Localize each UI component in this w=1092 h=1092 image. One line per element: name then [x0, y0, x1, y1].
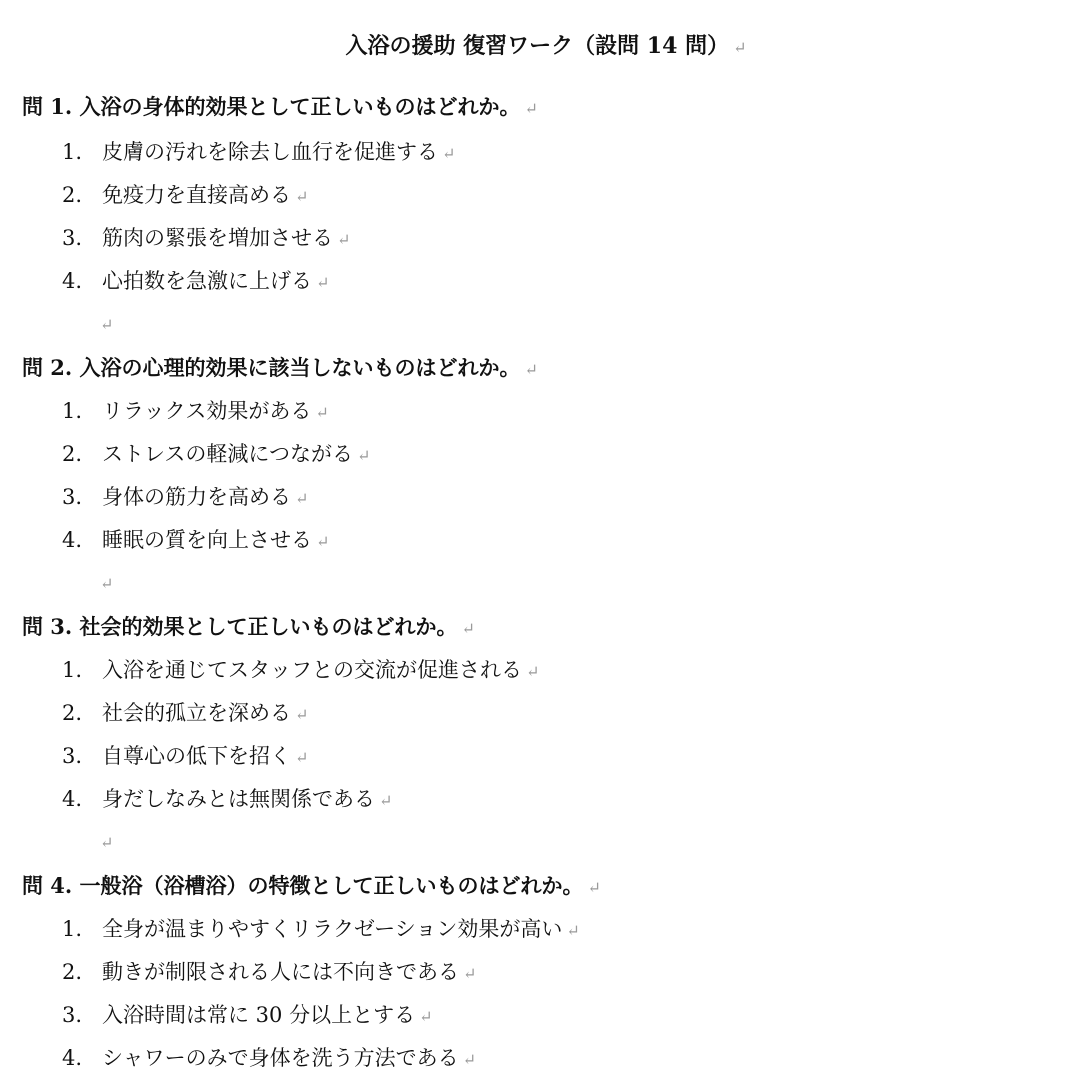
paragraph-mark-icon: ↵: [316, 273, 330, 292]
choice-text: 全身が温まりやすくリラクゼーション効果が高い: [102, 917, 563, 941]
q1-choice-2: [62, 180, 308, 212]
question-2: [22, 353, 538, 385]
q4-choice-4: [62, 1043, 476, 1075]
q4-choice-3: [62, 1000, 432, 1032]
paragraph-mark-icon: ↵: [379, 791, 393, 810]
choice-number: 2.: [62, 442, 83, 466]
q1-choice-3: [62, 223, 350, 255]
paragraph-mark-icon: ↵: [337, 230, 351, 249]
q3-choice-1: [62, 655, 539, 687]
document-title: [0, 30, 1092, 64]
choice-text: 入浴を通じてスタッフとの交流が促進される: [102, 658, 522, 682]
paragraph-mark-icon: ↵: [462, 1050, 476, 1069]
paragraph-mark-icon: ↵: [442, 144, 456, 163]
choice-number: 1.: [62, 140, 83, 164]
question-4: [22, 871, 601, 903]
choice-number: 1.: [62, 658, 83, 682]
choice-number: 4.: [62, 528, 83, 552]
question-1: [22, 92, 538, 124]
choice-number: 2.: [62, 701, 83, 725]
choice-text: 身だしなみとは無関係である: [102, 787, 375, 811]
title-text: 入浴の援助 復習ワーク（設問 14 問）: [345, 33, 730, 59]
paragraph-mark-icon: ↵: [419, 1007, 433, 1026]
choice-text: 入浴時間は常に 30 分以上とする: [102, 1003, 416, 1027]
choice-text: 動きが制限される人には不向きである: [102, 960, 459, 984]
question-label: 問 2. 入浴の心理的効果に該当しないものはどれか。: [22, 355, 521, 380]
choice-number: 3.: [62, 226, 83, 250]
paragraph-mark-icon: ↵: [566, 921, 580, 940]
paragraph-mark-icon: ↵: [524, 360, 538, 379]
choice-text: 社会的孤立を深める: [102, 701, 291, 725]
paragraph-mark-icon: ↵: [733, 38, 747, 57]
question-3: [22, 612, 475, 644]
q1-choice-1: [62, 137, 455, 169]
choice-number: 3.: [62, 1003, 83, 1027]
choice-number: 2.: [62, 960, 83, 984]
question-label: 問 3. 社会的効果として正しいものはどれか。: [22, 614, 458, 639]
paragraph-mark-icon: ↵: [295, 187, 309, 206]
choice-text: 睡眠の質を向上させる: [102, 528, 312, 552]
choice-text: リラックス効果がある: [102, 399, 312, 423]
paragraph-mark-icon: ↵: [315, 403, 329, 422]
choice-number: 3.: [62, 744, 83, 768]
choice-number: 1.: [62, 399, 83, 423]
choice-number: 4.: [62, 787, 83, 811]
paragraph-mark-icon: ↵: [295, 489, 309, 508]
question-label: 問 4. 一般浴（浴槽浴）の特徴として正しいものはどれか。: [22, 873, 584, 898]
q2-choice-4: [62, 525, 329, 557]
empty-paragraph-mark-icon: ↵: [100, 574, 114, 593]
choice-text: 皮膚の汚れを除去し血行を促進する: [102, 140, 438, 164]
paragraph-mark-icon: ↵: [461, 619, 475, 638]
q2-choice-1: [62, 396, 329, 428]
paragraph-mark-icon: ↵: [526, 662, 540, 681]
question-label: 問 1. 入浴の身体的効果として正しいものはどれか。: [22, 94, 521, 119]
q2-choice-2: [62, 439, 370, 471]
choice-number: 2.: [62, 183, 83, 207]
q2-choice-3: [62, 482, 308, 514]
choice-text: シャワーのみで身体を洗う方法である: [102, 1046, 459, 1070]
paragraph-mark-icon: ↵: [316, 532, 330, 551]
choice-number: 1.: [62, 917, 83, 941]
choice-number: 4.: [62, 269, 83, 293]
q4-choice-2: [62, 957, 476, 989]
choice-text: 自尊心の低下を招く: [102, 744, 291, 768]
choice-number: 3.: [62, 485, 83, 509]
q3-choice-4: [62, 784, 392, 816]
empty-paragraph-mark-icon: ↵: [100, 833, 114, 852]
choice-text: 筋肉の緊張を増加させる: [102, 226, 333, 250]
q4-choice-1: [62, 914, 580, 946]
paragraph-mark-icon: ↵: [356, 446, 371, 465]
paragraph-mark-icon: ↵: [587, 878, 601, 897]
q3-choice-2: [62, 698, 308, 730]
choice-number: 4.: [62, 1046, 83, 1070]
q3-choice-3: [62, 741, 308, 773]
paragraph-mark-icon: ↵: [295, 705, 309, 724]
empty-paragraph-mark-icon: ↵: [100, 315, 114, 334]
choice-text: 心拍数を急激に上げる: [102, 269, 312, 293]
choice-text: ストレスの軽減につながる: [102, 442, 353, 466]
paragraph-mark-icon: ↵: [463, 964, 477, 983]
choice-text: 免疫力を直接高める: [102, 183, 291, 207]
choice-text: 身体の筋力を高める: [102, 485, 291, 509]
paragraph-mark-icon: ↵: [295, 748, 309, 767]
q1-choice-4: [62, 266, 329, 298]
paragraph-mark-icon: ↵: [524, 99, 538, 118]
